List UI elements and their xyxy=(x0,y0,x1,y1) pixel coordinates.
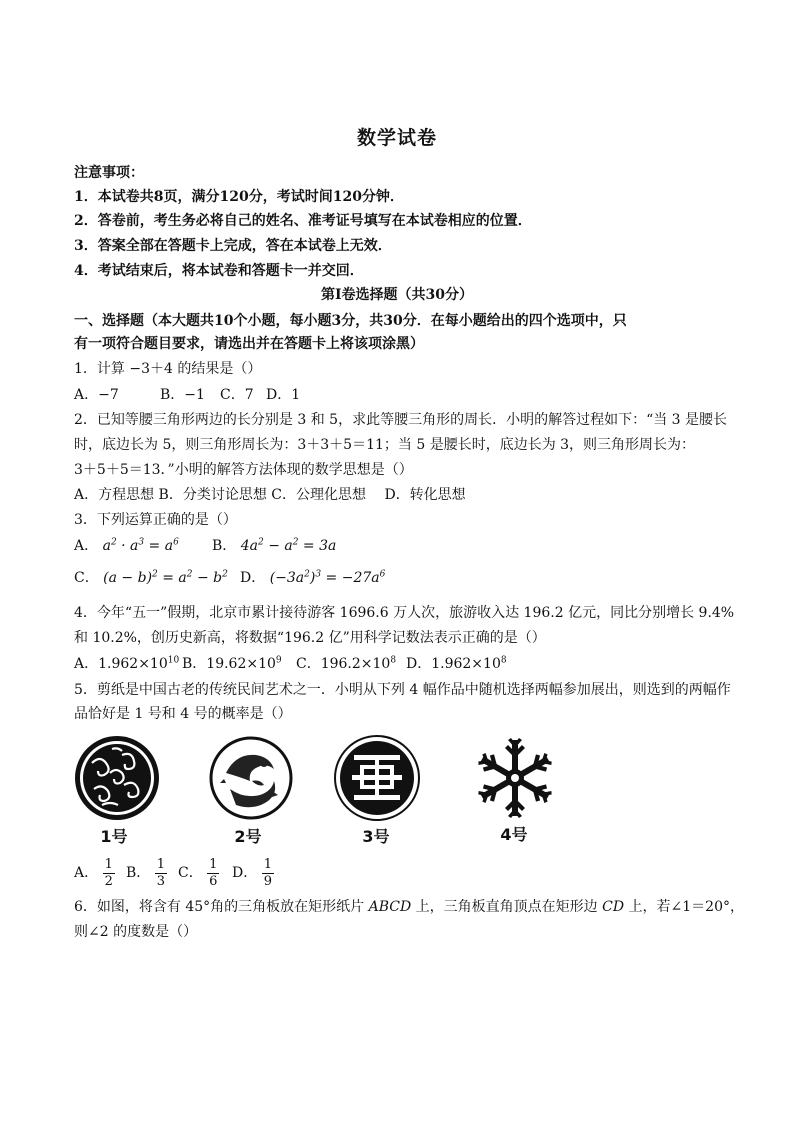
papercut-4-image xyxy=(470,733,560,823)
q5-a-label: A． xyxy=(74,865,99,881)
q3-b-label: B． xyxy=(212,538,237,554)
q5-b-fraction xyxy=(155,857,167,890)
q3-option-d xyxy=(240,568,385,588)
q5-b-num: 1 xyxy=(156,856,166,872)
q1-stem: 1．计算 −3＋4 的结果是（） xyxy=(74,361,262,377)
q1-option-d: D．1 xyxy=(266,387,301,403)
q6-rect-name: ABCD xyxy=(368,899,412,915)
q6-line2: 则∠2 的度数是（） xyxy=(74,924,198,940)
papercut-4-label: 4号 xyxy=(500,825,528,844)
q6-line1-pre: 6．如图，将含有 45°角的三角板放在矩形纸片 xyxy=(74,899,369,915)
papercut-1-label: 1号 xyxy=(100,827,128,846)
q2-line2: 时，底边长为 5，则三角形周长为：3＋3＋5＝11；当 5 是腰长时，底边长为 3，则三角形周长为： xyxy=(74,437,696,453)
q3-c-expr: $(a - b)^2 = a^2 - b^2$ xyxy=(103,569,228,586)
papercut-2-label: 2号 xyxy=(234,827,262,846)
q5-d-den: 9 xyxy=(263,873,272,889)
q6-line1-post: 上，若∠1＝20°， xyxy=(624,899,744,915)
q4-d-text: D．1.962×10 xyxy=(406,656,501,672)
q5-d-label: D． xyxy=(232,865,258,881)
notice-item-4: 4．考试结束后，将本试卷和答题卡一并交回． xyxy=(74,263,364,279)
q3-stem: 3．下列运算正确的是（） xyxy=(74,512,237,528)
notice-item-1: 1．本试卷共8页，满分120分，考试时间120分钟． xyxy=(74,189,404,205)
q5-a-fraction xyxy=(103,857,115,890)
q4-line1: 4．今年“五一”假期，北京市累计接待游客 1696.6 万人次，旅游收入达 196.2 亿元，同比分别增长 9.4% xyxy=(74,605,735,621)
q3-d-label: D． xyxy=(240,570,266,586)
q4-a-text: A．1.962×10 xyxy=(74,656,168,672)
q4-a-exp: 10 xyxy=(167,655,180,666)
q4-option-b xyxy=(182,654,282,674)
q6-side-name: CD xyxy=(602,899,625,915)
q5-c-fraction xyxy=(207,857,219,890)
q3-a-expr: $a^2 \cdot a^3 = a^6$ xyxy=(102,537,179,554)
q5-option-a xyxy=(74,856,115,890)
q1-option-b: B．−1 xyxy=(160,387,205,403)
q4-option-c xyxy=(296,654,396,674)
q3-option-a xyxy=(74,536,179,556)
q4-option-a xyxy=(74,654,179,674)
q3-d-expr: $(-3a^2)^3 = -27a^6$ xyxy=(269,569,386,586)
papercut-3-image xyxy=(332,733,422,823)
q4-d-exp: 8 xyxy=(500,655,507,666)
q3-a-label: A． xyxy=(74,538,99,554)
q5-d-num: 1 xyxy=(263,856,272,872)
q1-option-a: A．−7 xyxy=(74,387,119,403)
q5-d-fraction xyxy=(262,857,274,890)
q4-b-exp: 9 xyxy=(275,655,282,666)
q6-line1 xyxy=(74,897,744,917)
q5-a-den: 2 xyxy=(104,873,113,889)
part1-instruction-line2: 有一项符合题目要求，请选出并在答题卡上将该项涂黑） xyxy=(74,336,424,352)
q2-line1: 2．已知等腰三角形两边的长分别是 3 和 5，求此等腰三角形的周长．小明的解答过程如下：“当 3 是腰长 xyxy=(74,412,728,428)
papercut-1-image xyxy=(72,733,162,823)
q3-c-label: C． xyxy=(74,570,99,586)
notice-item-2: 2．答卷前，考生务必将自己的姓名、准考证号填写在本试卷相应的位置． xyxy=(74,213,532,229)
q3-option-b xyxy=(212,536,336,556)
q5-option-b xyxy=(126,856,167,890)
section-title: 第Ⅰ卷选择题（共30分） xyxy=(320,287,474,303)
papercut-2-image xyxy=(206,733,296,823)
page-title: 数学试卷 xyxy=(356,127,437,149)
q3-option-c xyxy=(74,568,228,588)
q5-c-label: C． xyxy=(178,865,203,881)
q5-c-den: 6 xyxy=(209,873,218,889)
q3-b-expr: $4a^2 - a^2 = 3a$ xyxy=(240,537,337,554)
q5-a-num: 1 xyxy=(104,856,113,872)
q1-option-c: C．7 xyxy=(220,387,254,403)
q5-option-c xyxy=(178,856,219,890)
papercut-3-label: 3号 xyxy=(362,827,390,846)
notice-item-3: 3．答案全部在答题卡上完成，答在本试卷上无效． xyxy=(74,238,392,254)
notice-heading: 注意事项： xyxy=(74,165,144,181)
q5-line1: 5．剪纸是中国古老的传统民间艺术之一．小明从下列 4 幅作品中随机选择两幅参加展出，则选到的两幅作 xyxy=(74,682,731,698)
q2-options: A．方程思想 B．分类讨论思想 C．公理化思想 D．转化思想 xyxy=(74,487,466,503)
q4-c-text: C．196.2×10 xyxy=(296,656,391,672)
q2-line3: 3＋5＋5＝13．”小明的解答方法体现的数学思想是（） xyxy=(74,462,413,478)
q4-line2: 和 10.2%，创历史新高，将数据“196.2 亿”用科学记数法表示正确的是（） xyxy=(74,630,546,646)
q5-line2: 品恰好是 1 号和 4 号的概率是（） xyxy=(74,706,292,722)
part1-instruction-line1: 一、选择题（本大题共10个小题，每小题3分，共30分．在每小题给出的四个选项中，只 xyxy=(74,313,627,329)
q5-b-label: B． xyxy=(126,865,151,881)
q5-b-den: 3 xyxy=(156,873,166,889)
q4-option-d xyxy=(406,654,507,674)
q4-b-text: B．19.62×10 xyxy=(182,656,276,672)
q5-c-num: 1 xyxy=(209,856,218,872)
q5-option-d xyxy=(232,856,274,890)
q6-line1-mid: 上，三角板直角顶点在矩形边 xyxy=(411,899,603,915)
q4-c-exp: 8 xyxy=(390,655,397,666)
